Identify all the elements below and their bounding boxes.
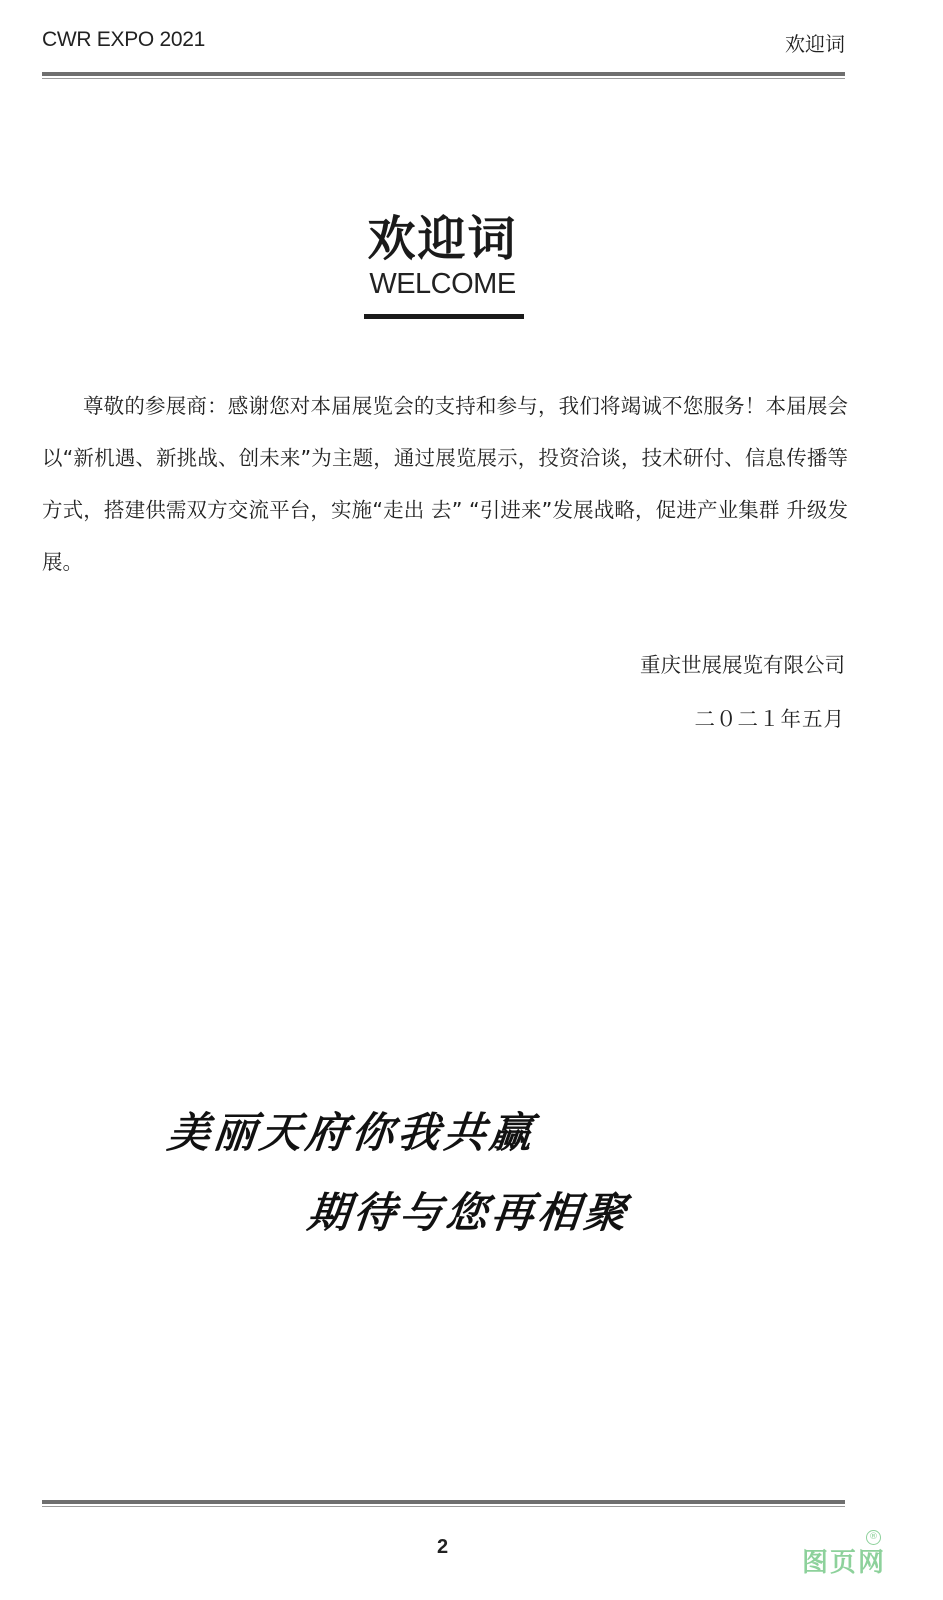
page-title: 欢迎词 (367, 211, 518, 267)
footer-divider (42, 1500, 845, 1504)
title-underline (364, 314, 524, 319)
brand-label: CWR EXPO 2021 (42, 28, 205, 51)
slogan-line-1: 美丽天府你我共赢 (165, 1108, 539, 1157)
page-number: 2 (436, 1536, 449, 1558)
welcome-paragraph: 尊敬的参展商：感谢您对本届展览会的支持和参与，我们将竭诚不您服务！本届展会以“新机遇、新挑战、创未来”为主题，通过展览展示，投资洽谈，技术研付、信息传播等方式，搭建供需双方交流平台，实施“走出 去” “引进来”发展战略，促进产业集群 升级发展。 (42, 394, 848, 574)
page-header (42, 28, 845, 58)
page-subtitle: WELCOME (369, 268, 516, 300)
slogan-line-2: 期待与您再相聚 (305, 1188, 633, 1237)
header-divider (42, 72, 845, 76)
footer-divider-thin (42, 1506, 845, 1507)
signature-company: 重庆世展展览有限公司 (640, 653, 845, 677)
watermark-logo: 图页网 (802, 1548, 887, 1578)
section-label: 欢迎词 (785, 32, 845, 56)
registered-mark-icon: ® (866, 1530, 881, 1545)
signature-date: 二０二１年五月 (694, 707, 845, 731)
header-divider-thin (42, 78, 845, 79)
